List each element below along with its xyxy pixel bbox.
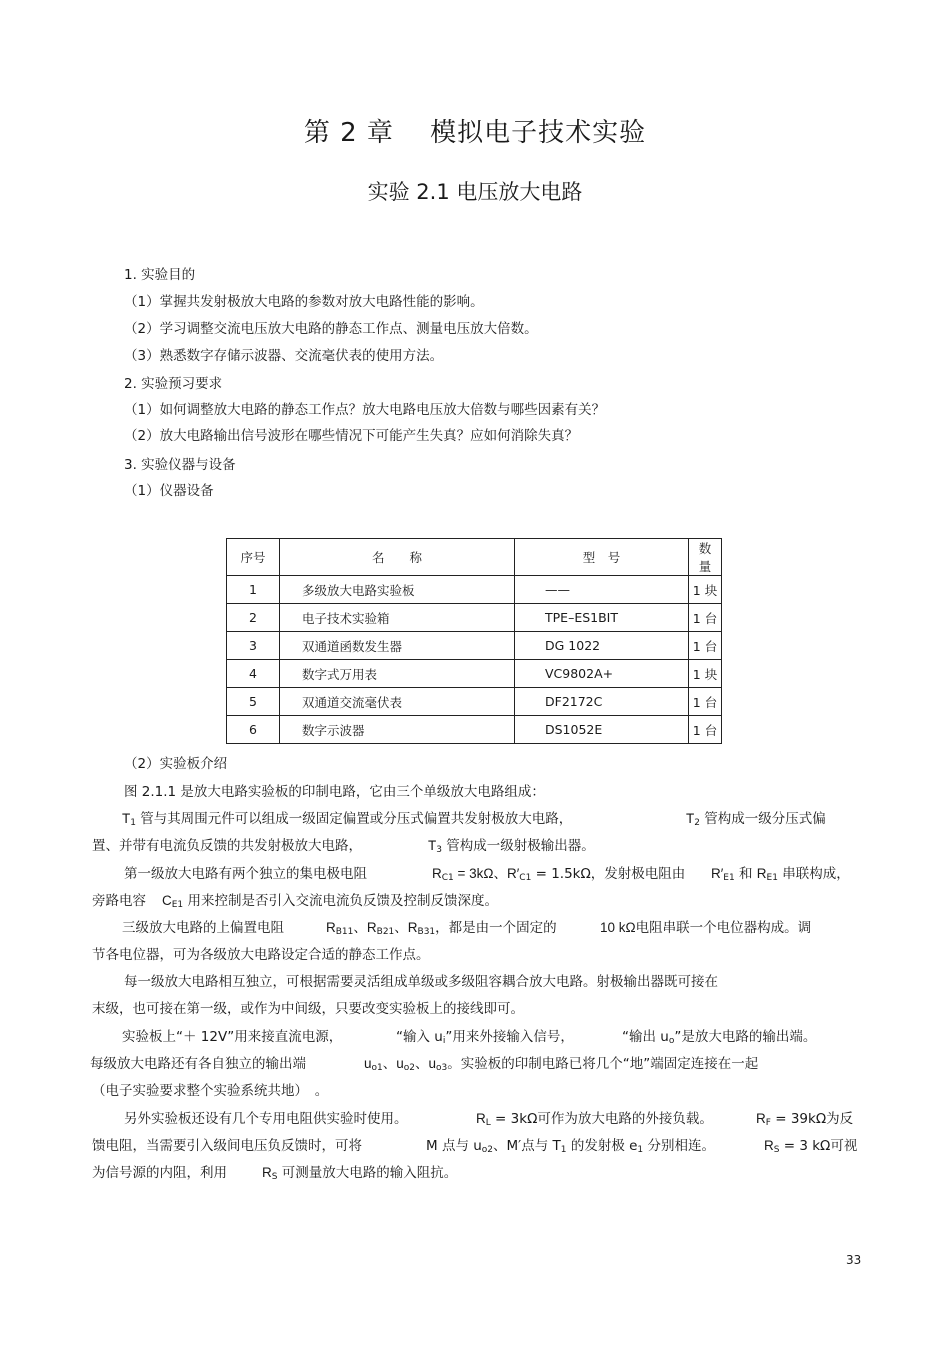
cell-name: 双通道交流毫伏表: [280, 688, 515, 716]
paragraph-line: 置、并带有电流负反馈的共发射极放大电路，: [92, 838, 362, 854]
paragraph-line: 10 kΩ电阻串联一个电位器构成。调: [600, 920, 812, 936]
cell-model: TPE–ES1BIT: [515, 604, 689, 632]
paragraph-line: $R_F = 39k\Omega$为反: [756, 1111, 854, 1128]
cell-index: 5: [227, 688, 280, 716]
cell-index: 2: [227, 604, 280, 632]
cell-model: DS1052E: [515, 716, 689, 744]
cell-quantity: 1 块: [689, 660, 722, 688]
paragraph-line: 为信号源的内阻，利用: [92, 1165, 227, 1181]
table-row: [227, 632, 722, 660]
paragraph-line: 三级放大电路的上偏置电阻: [122, 920, 284, 936]
heading-preview: 2. 实验预习要求: [124, 376, 223, 392]
paragraph-line: $R_L = 3k\Omega$可作为放大电路的外接负载。: [476, 1111, 713, 1128]
cell-index: 1: [227, 576, 280, 604]
cell-name: 多级放大电路实验板: [280, 576, 515, 604]
objective-2: （2）学习调整交流电压放大电路的静态工作点、测量电压放大倍数。: [124, 321, 538, 337]
paragraph-line: 每一级放大电路相互独立，可根据需要灵活组成单级或多级阻容耦合放大电路。射极输出器既可接在: [124, 974, 718, 990]
heading-equipment: 3. 实验仪器与设备: [124, 457, 236, 473]
paragraph-line: 每级放大电路还有各自独立的输出端: [90, 1056, 306, 1072]
paragraph-line: 节各电位器，可为各级放大电路设定合适的静态工作点。: [92, 947, 430, 963]
paragraph-line: $R'_{E1}$ 和 $R_{E1}$ 串联构成，: [711, 866, 850, 883]
paragraph-line: $R_S = 3$ kΩ可视: [764, 1138, 858, 1155]
heading-objectives: 1. 实验目的: [124, 267, 196, 283]
section-title: 实验 2.1 电压放大电路: [367, 180, 583, 204]
cell-name: 数字式万用表: [280, 660, 515, 688]
chapter-title: 第 2 章 模拟电子技术实验: [303, 118, 647, 148]
table-row: [227, 660, 722, 688]
paragraph-line: $u_{o1}$、$u_{o2}$、$u_{o3}$。实验板的印制电路已将几个“地”端固定连接在一起: [364, 1056, 759, 1073]
table-row: [227, 716, 722, 744]
header-name: 名 称: [280, 539, 515, 576]
table-row: [227, 576, 722, 604]
paragraph-line: 末级，也可接在第一级，或作为中间级，只要改变实验板上的接线即可。: [92, 1001, 524, 1017]
paragraph-line: “输出 $u_o$”是放大电路的输出端。: [622, 1029, 817, 1046]
table-row: [227, 688, 722, 716]
paragraph-line: $T_2$ 管构成一级分压式偏: [686, 811, 826, 828]
paragraph-line: 图 2.1.1 是放大电路实验板的印制电路，它由三个单级放大电路组成：: [124, 784, 545, 800]
objective-1: （1）掌握共发射极放大电路的参数对放大电路性能的影响。: [124, 294, 484, 310]
cell-model: VC9802A+: [515, 660, 689, 688]
preview-2: （2）放大电路输出信号波形在哪些情况下可能产生失真？应如何消除失真？: [124, 428, 579, 444]
paragraph-line: 另外实验板还设有几个专用电阻供实验时使用。: [124, 1111, 408, 1127]
cell-name: 电子技术实验箱: [280, 604, 515, 632]
equipment-table: [226, 538, 722, 744]
cell-model: DF2172C: [515, 688, 689, 716]
paragraph-line: “输入 $u_i$”用来外接输入信号，: [396, 1029, 574, 1046]
table-header-row: [227, 539, 722, 576]
page-number: 33: [846, 1253, 862, 1267]
board-intro-subheading: （2）实验板介绍: [124, 756, 228, 772]
paragraph-line: $T_3$ 管构成一级射极输出器。: [428, 838, 595, 855]
cell-index: 3: [227, 632, 280, 660]
cell-name: 双通道函数发生器: [280, 632, 515, 660]
paragraph-line: M 点与 $u_{o2}$、M′点与 $T_1$ 的发射极 $e_1$ 分别相连。: [426, 1138, 715, 1155]
cell-model: ——: [515, 576, 689, 604]
paragraph-line: 旁路电容: [92, 893, 146, 909]
cell-quantity: 1 台: [689, 716, 722, 744]
cell-quantity: 1 台: [689, 604, 722, 632]
paragraph-line: $T_1$ 管与其周围元件可以组成一级固定偏置或分压式偏置共发射极放大电路，: [122, 811, 573, 828]
header-index: 序号: [227, 539, 280, 576]
paragraph-line: 实验板上“＋ 12V”用来接直流电源，: [122, 1029, 343, 1045]
header-quantity: 数 量: [689, 539, 722, 576]
cell-name: 数字示波器: [280, 716, 515, 744]
paragraph-line: $R_{B11}$、$R_{B21}$、$R_{B31}$，都是由一个固定的: [326, 920, 557, 937]
cell-quantity: 1 台: [689, 688, 722, 716]
cell-index: 6: [227, 716, 280, 744]
equipment-subheading: （1）仪器设备: [124, 483, 214, 499]
paragraph-line: $R_S$ 可测量放大电路的输入阻抗。: [262, 1165, 458, 1182]
paragraph-line: $R_{C1} = 3k\Omega$、$R'_{C1} = 1.5k\Omega$，发射极电阻由: [432, 866, 686, 883]
paragraph-line: $C_{E1}$ 用来控制是否引入交流电流负反馈及控制反馈深度。: [162, 893, 498, 910]
header-model: 型 号: [515, 539, 689, 576]
paragraph-line: 馈电阻，当需要引入级间电压负反馈时，可将: [92, 1138, 362, 1154]
paragraph-line: （电子实验要求整个实验系统共地） 。: [92, 1083, 329, 1099]
paragraph-line: 第一级放大电路有两个独立的集电极电阻: [124, 866, 367, 882]
cell-quantity: 1 块: [689, 576, 722, 604]
table-row: [227, 604, 722, 632]
cell-index: 4: [227, 660, 280, 688]
objective-3: （3）熟悉数字存储示波器、交流毫伏表的使用方法。: [124, 348, 444, 364]
cell-quantity: 1 台: [689, 632, 722, 660]
preview-1: （1）如何调整放大电路的静态工作点？放大电路电压放大倍数与哪些因素有关？: [124, 402, 606, 418]
cell-model: DG 1022: [515, 632, 689, 660]
